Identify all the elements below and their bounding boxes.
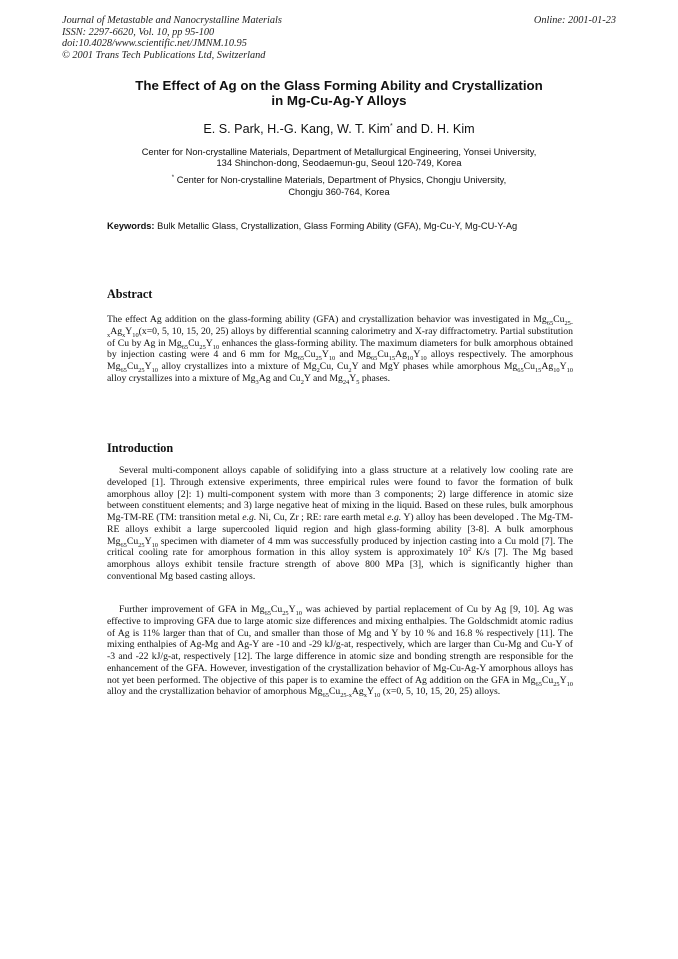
affiliation-1 [80, 147, 598, 170]
doi-line: doi:10.4028/www.scientific.net/JMNM.10.95 [62, 38, 247, 50]
abstract-text: The effect Ag addition on the glass-forming ability (GFA) and crystallization behavior was investigated in $Mg_{65}Cu_{25-x}Ag_xY_{10}(x=0$, 5, 10, 15, 20, 25) alloys by differential scanning calorimetry and X-ray diffractometry. Partial substitution of Cu by Ag in $Mg_{65}Cu_{25}Y_{10}$ enhances the glass-forming ability. The maximum diameters for bulk amorphous obtained by injection casting were 4 and 6 mm for $Mg_{65}Cu_{25}Y_{10}$ and $Mg_{65}Cu_{15}Ag_{10}Y_{10}$ alloys respectively. The amorphous $Mg_{65}Cu_{25}Y_{10}$ alloy crystallizes into a mixture of $Mg_2Cu$, $Cu_2Y$ and MgY phases while amorphous $Mg_{65}Cu_{15}Ag_{10}Y_{10}$ alloy crystallizes into a mixture of $Mg_3Ag$ and $Cu_2Y$ and $Mg_{24}Y_5$ phases. [107, 314, 573, 386]
journal-header [62, 15, 282, 61]
copyright-line: © 2001 Trans Tech Publications Ltd, Switzerland [62, 49, 266, 61]
author-list [60, 122, 618, 136]
abstract-heading: Abstract [107, 287, 153, 301]
introduction-paragraph-2: Further improvement of GFA in $Mg_{65}Cu_{25}Y_{10}$ was achieved by partial replacement of Cu by Ag [9, 10]. Ag was effective to improving GFA due to large atomic size differences and mixing enthalpies. The Goldschmidt atomic radius of Ag is 11% larger than that of Cu, and smaller than those of Mg and Y by 10 % and 16.8 % respectively [11]. The mixing enthalpies of Ag-Mg and Ag-Y are -10 and -29 kJ/g-at, respectively, which are larger than Cu-Mg and Cu-Y of -3 and -22 kJ/g-at, respectively [12]. The large difference in atomic size and bonding strength are responsible for the enhancement of the GFA. However, investigation of the crystallization behavior of Mg-Cu-Ag-Y amorphous alloys has not yet been performed. The objective of this paper is to examine the effect of Ag addition on the GFA in $Mg_{65}Cu_{25}Y_{10}$ alloy and the crystallization behavior of amorphous $Mg_{65}Cu_{25-x}Ag_xY_{10}$ (x=0, 5, 10, 15, 20, 25) alloys. [107, 604, 573, 700]
introduction-paragraph-1: Several multi-component alloys capable of solidifying into a glass structure at a relatively low cooling rate are developed [1]. Through extensive experiments, three empirical rules were found to favor the formation of bulk amorphous alloy [2]: 1) multi-component system with more than 3 components; 2) large difference in atomic size between constituent elements; and 3) large negative heat of mixing in the liquid. Based on these rules, bulk amorphous Mg-TM-RE (TM: transition metal e.g. Ni, Cu, Zr ; RE: rare earth metal e.g. Y) alloy has been developed . The Mg-TM-RE alloys exhibit a large supercooled liquid region and high glass-forming ability [3-8]. A bulk amorphous $Mg_{65}Cu_{25}Y_{10}$ specimen with diameter of 4 mm was successfully produced by injection casting into a Cu mold [7]. The critical cooling rate for amorphous formation in this alloy system is approximately $10^2$ K/s [7]. The Mg based amorphous alloys exhibit tensile fracture strength of above 800 MPa [3], which is significantly higher than conventional Mg based casting alloys. [107, 465, 573, 582]
issn-line: ISSN: 2297-6620, Vol. 10, pp 95-100 [62, 26, 215, 38]
keywords-text: Bulk Metallic Glass, Crystallization, Glass Forming Ability (GFA), Mg-Cu-Y, Mg-CU-Y-Ag [154, 221, 518, 231]
journal-name: Journal of Metastable and Nanocrystalline Materials [62, 15, 282, 26]
paper-title [60, 78, 618, 109]
authors-part-2: and D. H. Kim [392, 122, 475, 136]
affiliation-2-line-1: Center for Non-crystalline Materials, Department of Physics, Chongju University, [174, 175, 507, 186]
author-star: * [390, 122, 393, 130]
title-line-2: in Mg-Cu-Ag-Y Alloys [271, 93, 407, 109]
introduction-heading: Introduction [107, 441, 174, 455]
title-line-1: The Effect of Ag on the Glass Forming Ability and Crystallization [135, 78, 543, 93]
affiliation-star: * [171, 175, 175, 181]
keywords [107, 220, 557, 232]
authors-part-1: E. S. Park, H.-G. Kang, W. T. Kim [203, 122, 390, 136]
affiliation-2 [80, 173, 598, 198]
affiliation-2-line-2: Chongju 360-764, Korea [288, 186, 390, 197]
online-date: Online: 2001-01-23 [533, 15, 616, 26]
affiliation-1-line-2: 134 Shinchon-dong, Seodaemun-gu, Seoul 120-749, Korea [216, 158, 462, 169]
keywords-label: Keywords: [107, 221, 155, 231]
affiliation-2-line-1-wrap [80, 173, 598, 187]
affiliation-1-line-1: Center for Non-crystalline Materials, Department of Metallurgical Engineering, Yonsei University, [141, 147, 537, 157]
